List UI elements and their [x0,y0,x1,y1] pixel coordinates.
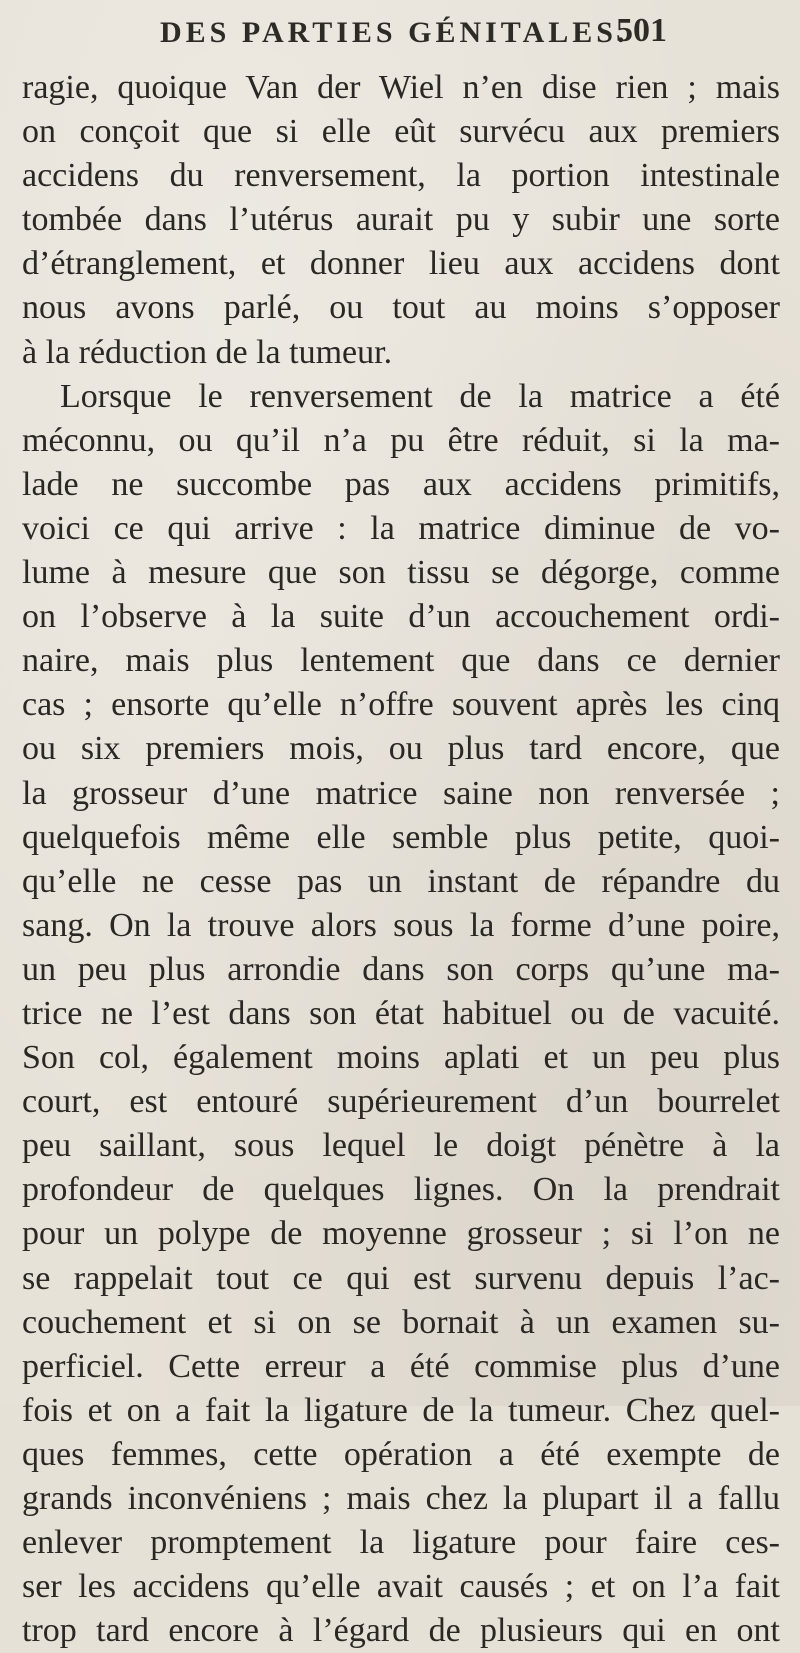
text-line: trop tard encore à l’égard de plusieurs qui en ont [22,1612,780,1650]
text-line: on conçoit que si elle eût survécu aux premiers [22,113,780,151]
text-line: lade ne succombe pas aux accidens primitifs, [22,465,780,503]
text-line: sang. On la trouve alors sous la forme d’une poire, [22,906,780,944]
text-line: quelquefois même elle semble plus petite, quoi- [22,818,780,856]
text-line: méconnu, ou qu’il n’a pu être réduit, si la ma- [22,421,780,459]
text-line: pour un polype de moyenne grosseur ; si l’on ne [22,1215,780,1253]
text-line: court, est entouré supérieurement d’un bourrelet [22,1083,780,1121]
body-text [22,66,780,1653]
text-line: nous avons parlé, ou tout au moins s’opposer [22,289,780,327]
text-line: ser les accidens qu’elle avait causés ; et on l’a fait [22,1568,780,1606]
text-line: couchement et si on se bornait à un examen su- [22,1303,780,1341]
text-line: cas ; ensorte qu’elle n’offre souvent après les cinq [22,686,780,724]
text-line: ragie, quoique Van der Wiel n’en dise rien ; mais [22,69,780,106]
text-line: grands inconvéniens ; mais chez la plupart il a fallu [22,1480,780,1517]
text-line: Son col, également moins aplati et un peu plus [22,1039,780,1077]
text-line: ou six premiers mois, ou plus tard encore, que [22,730,780,768]
text-line: trice ne l’est dans son état habituel ou de vacuité. [22,994,780,1032]
text-line: perficiel. Cette erreur a été commise plus d’une [22,1347,780,1385]
page-header [160,10,670,56]
text-line: d’étranglement, et donner lieu aux accidens dont [22,245,780,283]
running-title: DES PARTIES GÉNITALES. [160,16,629,49]
text-line-paragraph-start: Lorsque le renversement de la matrice a été [60,377,780,415]
text-line: accidens du renversement, la portion intestinale [22,157,780,195]
text-line: qu’elle ne cesse pas un instant de répandre du [22,862,780,900]
text-line: on l’observe à la suite d’un accouchement ordi- [22,598,780,636]
text-line: profondeur de quelques lignes. On la prendrait [22,1171,780,1209]
text-line: enlever promptement la ligature pour faire ces- [22,1524,780,1562]
text-line: se rappelait tout ce qui est survenu depuis l’ac- [22,1259,780,1297]
page-number: 501 [616,12,667,49]
text-line: voici ce qui arrive : la matrice diminue de vo- [22,509,780,547]
text-line: fois et on a fait la ligature de la tumeur. Chez quel- [22,1391,780,1429]
text-line: ques femmes, cette opération a été exempte de [22,1435,780,1473]
text-line: la grosseur d’une matrice saine non renversée ; [22,774,780,812]
text-line: naire, mais plus lentement que dans ce dernier [22,642,780,680]
text-line: tombée dans l’utérus aurait pu y subir une sorte [22,201,780,239]
text-line: un peu plus arrondie dans son corps qu’une ma- [22,950,780,988]
text-line: à la réduction de la tumeur. [22,333,393,371]
text-line: peu saillant, sous lequel le doigt pénètre à la [22,1127,780,1165]
text-line: lume à mesure que son tissu se dégorge, comme [22,554,780,592]
